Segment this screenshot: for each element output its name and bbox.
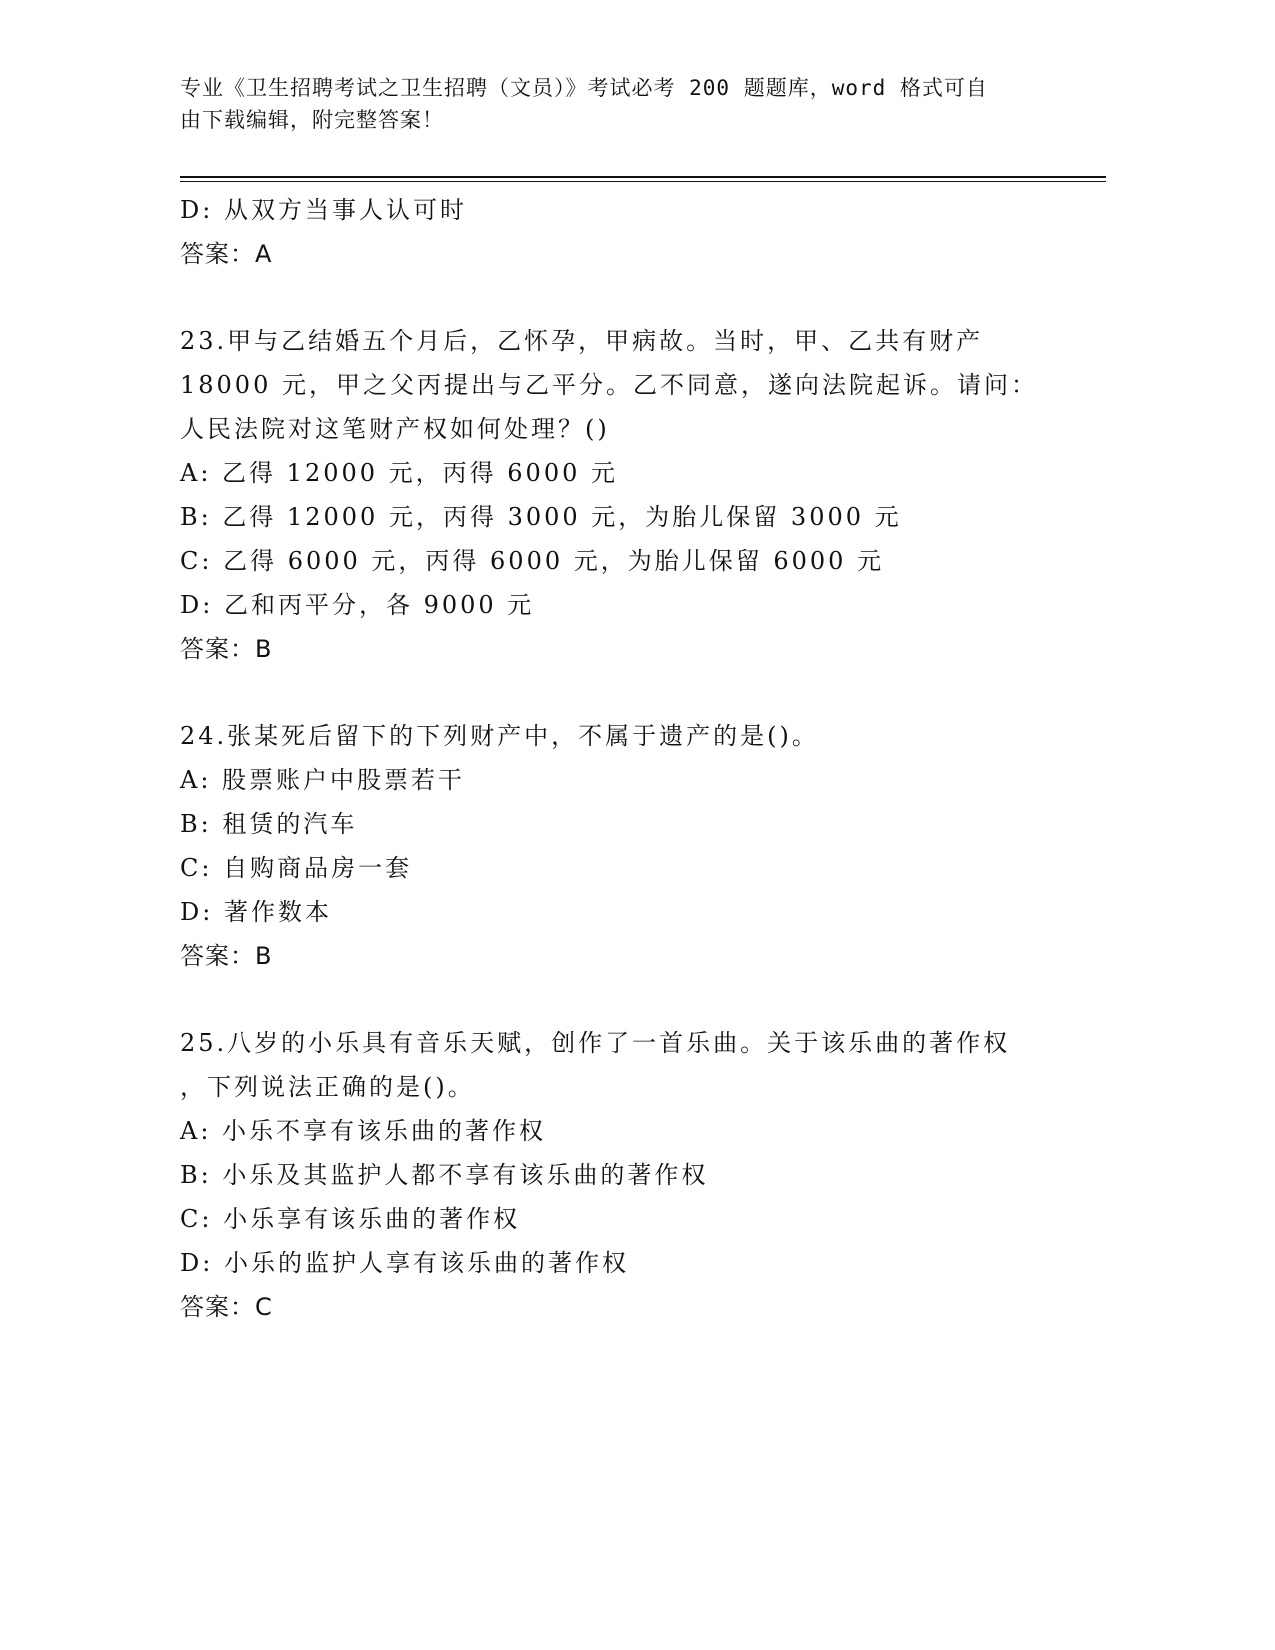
option-b: B: 乙得 12000 元，丙得 3000 元，为胎儿保留 3000 元 — [180, 503, 902, 531]
spacer — [180, 671, 1080, 714]
option-d: D: 小乐的监护人享有该乐曲的著作权 — [180, 1249, 629, 1277]
option-c: C: 乙得 6000 元，丙得 6000 元，为胎儿保留 6000 元 — [180, 547, 885, 575]
question-25 — [180, 1021, 1080, 1329]
answer-line: 答案：A — [180, 240, 273, 268]
question-24 — [180, 714, 1080, 978]
question-stem-line: 25.八岁的小乐具有音乐天赋，创作了一首乐曲。关于该乐曲的著作权 — [180, 1029, 1011, 1057]
option-a: A: 小乐不享有该乐曲的著作权 — [180, 1117, 547, 1145]
question-stem-line: 23.甲与乙结婚五个月后，乙怀孕，甲病故。当时，甲、乙共有财产 — [180, 327, 984, 355]
question-stem-line: ，下列说法正确的是()。 — [180, 1073, 475, 1101]
question-stem-line: 人民法院对这笔财产权如何处理？() — [180, 415, 610, 443]
header-line-1: 专业《卫生招聘考试之卫生招聘（文员）》考试必考 200 题题库，word 格式可自 — [180, 76, 988, 100]
option-a: A: 股票账户中股票若干 — [180, 766, 466, 794]
question-stem-line: 18000 元，甲之父丙提出与乙平分。乙不同意，遂向法院起诉。请问： — [180, 371, 1038, 399]
option-c: C: 小乐享有该乐曲的著作权 — [180, 1205, 521, 1233]
document-body — [180, 188, 1080, 1329]
answer-line: 答案：B — [180, 635, 273, 663]
option-d: D: 著作数本 — [180, 898, 332, 926]
header-line-2: 由下载编辑，附完整答案！ — [180, 108, 444, 132]
spacer — [180, 276, 1080, 319]
option-b: B: 小乐及其监护人都不享有该乐曲的著作权 — [180, 1161, 709, 1189]
spacer — [180, 978, 1080, 1021]
option-b: B: 租赁的汽车 — [180, 810, 358, 838]
document-header — [180, 72, 1040, 136]
header-rule-thick — [180, 176, 1106, 178]
header-rule-thin — [180, 181, 1106, 182]
answer-line: 答案：C — [180, 1293, 273, 1321]
option-d: D: 乙和丙平分，各 9000 元 — [180, 591, 535, 619]
prev-question — [180, 188, 1080, 276]
answer-line: 答案：B — [180, 942, 273, 970]
option-a: A: 乙得 12000 元，丙得 6000 元 — [180, 459, 618, 487]
question-23 — [180, 319, 1080, 671]
option-c: C: 自购商品房一套 — [180, 854, 413, 882]
option-d: D: 从双方当事人认可时 — [180, 196, 467, 224]
question-stem-line: 24.张某死后留下的下列财产中，不属于遗产的是()。 — [180, 722, 819, 750]
